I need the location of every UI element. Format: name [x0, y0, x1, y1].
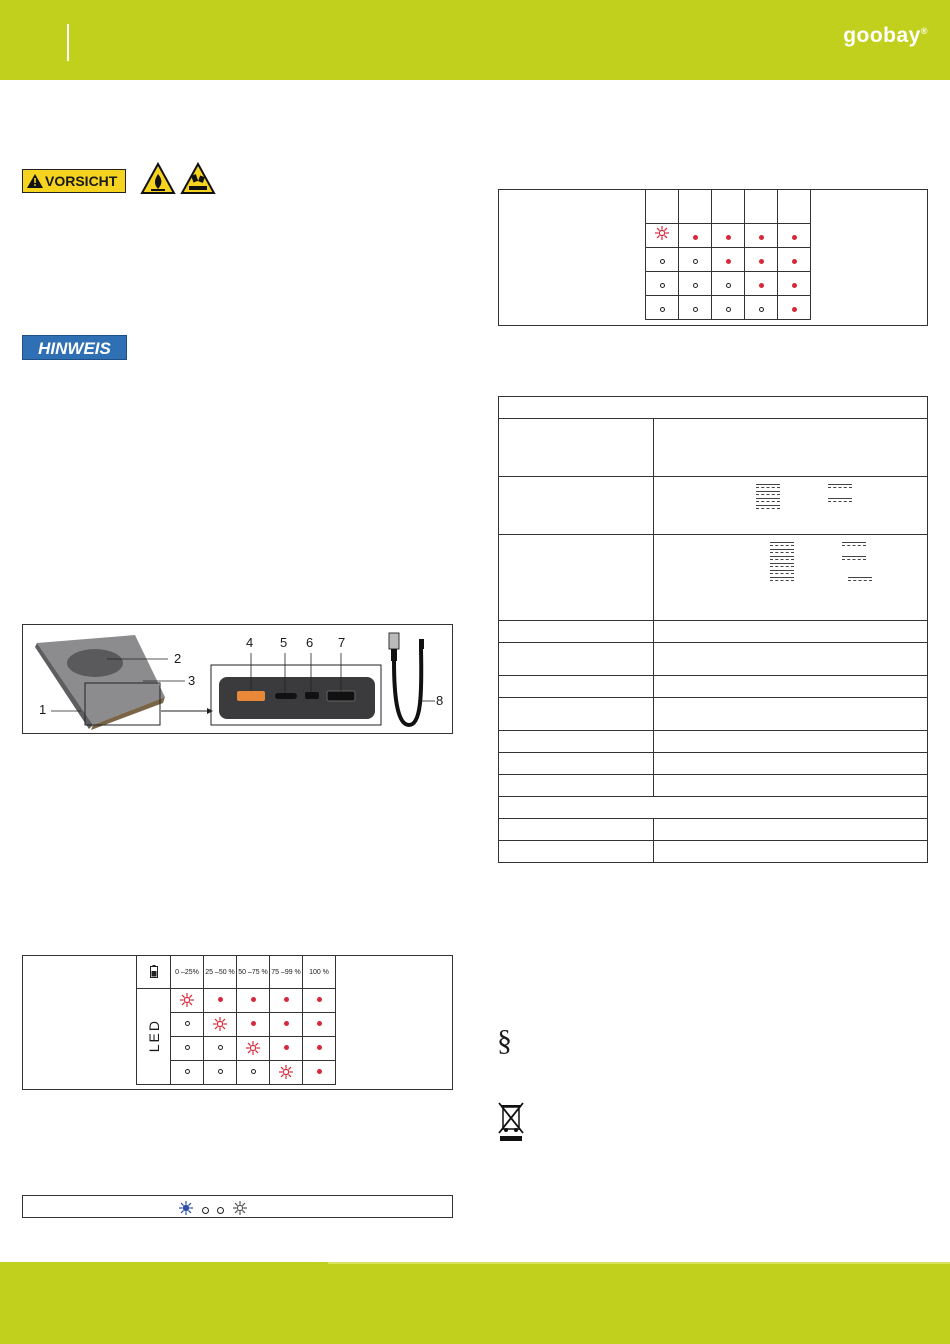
led-on-icon — [759, 259, 764, 264]
led-on-icon — [251, 997, 256, 1002]
led-off-icon — [726, 283, 731, 288]
note-sign: HINWEIS — [22, 335, 127, 360]
col-header: 100 % — [303, 956, 336, 989]
led-on-icon — [317, 1069, 322, 1074]
led-cell — [237, 1061, 270, 1085]
powerbank-illustration — [23, 625, 452, 733]
led-table-right — [498, 189, 928, 326]
footer-accent — [328, 1262, 950, 1264]
led-cell — [778, 224, 811, 248]
col-header: 25 –50 % — [204, 956, 237, 989]
led-cell — [204, 1037, 237, 1061]
led-blink-icon — [212, 1027, 228, 1034]
spec-label — [499, 819, 654, 841]
spec-label — [499, 676, 654, 698]
led-cell — [171, 1037, 204, 1061]
led-cell — [745, 272, 778, 296]
battery-icon — [137, 956, 171, 989]
led-cell — [237, 1013, 270, 1037]
led-on-icon — [759, 235, 764, 240]
callout-6: 6 — [306, 635, 314, 650]
led-cell — [712, 248, 745, 272]
spec-value — [654, 841, 928, 863]
paragraph-symbol: § — [497, 1024, 512, 1057]
led-white-blink-icon — [232, 1200, 248, 1221]
led-on-icon — [759, 283, 764, 288]
led-on-icon — [726, 259, 731, 264]
led-cell — [679, 248, 712, 272]
led-on-icon — [726, 235, 731, 240]
led-on-icon — [284, 997, 289, 1002]
led-cell — [712, 224, 745, 248]
led-cell — [646, 248, 679, 272]
led-off-icon — [693, 259, 698, 264]
led-on-icon — [284, 1045, 289, 1050]
wireless-indicator-icons — [178, 1200, 248, 1221]
callout-4: 4 — [246, 635, 254, 650]
caution-sign: VORSICHT — [22, 169, 126, 193]
spec-label — [499, 477, 654, 535]
led-cell — [171, 1013, 204, 1037]
callout-1: 1 — [39, 702, 47, 717]
led-cell — [204, 989, 237, 1013]
callout-7: 7 — [338, 635, 346, 650]
led-cell — [237, 1037, 270, 1061]
led-off-icon — [185, 1021, 190, 1026]
col-header: 0 –25% — [171, 956, 204, 989]
led-blink-icon — [245, 1051, 261, 1058]
led-on-icon — [317, 1021, 322, 1026]
spec-table — [498, 396, 928, 863]
spec-label — [499, 775, 654, 797]
col-header-empty — [712, 190, 745, 224]
led-cell — [204, 1013, 237, 1037]
led-cell — [679, 296, 712, 320]
spec-value — [654, 676, 928, 698]
led-off-icon — [660, 307, 665, 312]
spec-label — [499, 753, 654, 775]
spec-section-header — [499, 397, 928, 419]
led-cell — [745, 296, 778, 320]
led-off-icon — [693, 283, 698, 288]
col-header: 75 –99 % — [270, 956, 303, 989]
col-header-empty — [778, 190, 811, 224]
led-off-icon — [218, 1069, 223, 1074]
led-on-icon — [284, 1021, 289, 1026]
wireless-indicator-row — [22, 1195, 453, 1218]
callout-5: 5 — [280, 635, 288, 650]
product-figure — [22, 624, 453, 734]
led-cell — [679, 224, 712, 248]
led-off-icon — [660, 259, 665, 264]
brand-logo: goobay® — [843, 24, 928, 47]
spec-value — [654, 477, 928, 535]
led-off-icon — [660, 283, 665, 288]
led-cell — [270, 989, 303, 1013]
col-header: 50 –75 % — [237, 956, 270, 989]
spec-value — [654, 775, 928, 797]
callout-8: 8 — [436, 693, 444, 708]
callout-3: 3 — [188, 673, 196, 688]
led-on-icon — [792, 283, 797, 288]
led-on-icon — [317, 1045, 322, 1050]
led-blink-icon — [654, 228, 670, 245]
spec-label — [499, 621, 654, 643]
callout-2: 2 — [174, 651, 182, 666]
weee-bin-icon — [498, 1101, 524, 1141]
col-header-empty — [745, 190, 778, 224]
led-off-icon — [251, 1069, 256, 1074]
led-off-icon — [185, 1069, 190, 1074]
footer-bar — [0, 1262, 950, 1344]
led-cell — [778, 272, 811, 296]
led-cell — [237, 989, 270, 1013]
spec-label — [499, 841, 654, 863]
led-on-icon — [792, 259, 797, 264]
led-cell — [303, 989, 336, 1013]
led-on-icon — [792, 235, 797, 240]
led-blink-icon — [179, 1003, 195, 1010]
spec-value — [654, 419, 928, 477]
spec-symbols — [660, 535, 921, 582]
led-off-icon — [726, 307, 731, 312]
led-cell — [303, 1061, 336, 1085]
spec-value — [654, 698, 928, 731]
led-side-label: LED — [137, 989, 171, 1085]
led-cell — [303, 1037, 336, 1061]
led-cell — [270, 1061, 303, 1085]
led-cell — [646, 224, 679, 248]
spec-label — [499, 419, 654, 477]
led-table-left — [22, 955, 453, 1090]
spec-value — [654, 643, 928, 676]
led-cell — [745, 248, 778, 272]
led-on-icon — [693, 235, 698, 240]
led-off-icon — [218, 1045, 223, 1050]
led-on-icon — [317, 997, 322, 1002]
led-on-icon — [251, 1021, 256, 1026]
led-blink-icon — [278, 1075, 294, 1082]
flammable-icon — [140, 162, 176, 195]
spec-value — [654, 731, 928, 753]
led-cell — [171, 989, 204, 1013]
spec-label — [499, 535, 654, 621]
led-cell — [712, 296, 745, 320]
corrosive-icon — [180, 162, 216, 195]
col-header-empty — [679, 190, 712, 224]
led-off-icon — [693, 307, 698, 312]
spec-value — [654, 535, 928, 621]
led-cell — [679, 272, 712, 296]
spec-label — [499, 643, 654, 676]
led-cell — [646, 272, 679, 296]
led-cell — [171, 1061, 204, 1085]
led-cell — [646, 296, 679, 320]
spec-value — [654, 621, 928, 643]
spec-value — [654, 753, 928, 775]
led-on-icon — [792, 307, 797, 312]
led-on-icon — [218, 997, 223, 1002]
led-off-icon — [759, 307, 764, 312]
led-cell — [778, 248, 811, 272]
led-blue-blink-icon — [178, 1200, 194, 1221]
led-cell — [712, 272, 745, 296]
header-divider — [67, 24, 69, 61]
header-bar — [0, 0, 950, 80]
col-header-empty — [646, 190, 679, 224]
led-cell — [270, 1037, 303, 1061]
led-cell — [778, 296, 811, 320]
led-cell — [745, 224, 778, 248]
spec-section-header — [499, 797, 928, 819]
led-off-icon — [202, 1207, 209, 1214]
warning-icon — [27, 174, 43, 188]
led-off-icon — [217, 1207, 224, 1214]
led-cell — [270, 1013, 303, 1037]
led-cell — [303, 1013, 336, 1037]
spec-value — [654, 819, 928, 841]
spec-symbols — [660, 477, 921, 510]
spec-label — [499, 731, 654, 753]
led-cell — [204, 1061, 237, 1085]
led-off-icon — [185, 1045, 190, 1050]
spec-label — [499, 698, 654, 731]
